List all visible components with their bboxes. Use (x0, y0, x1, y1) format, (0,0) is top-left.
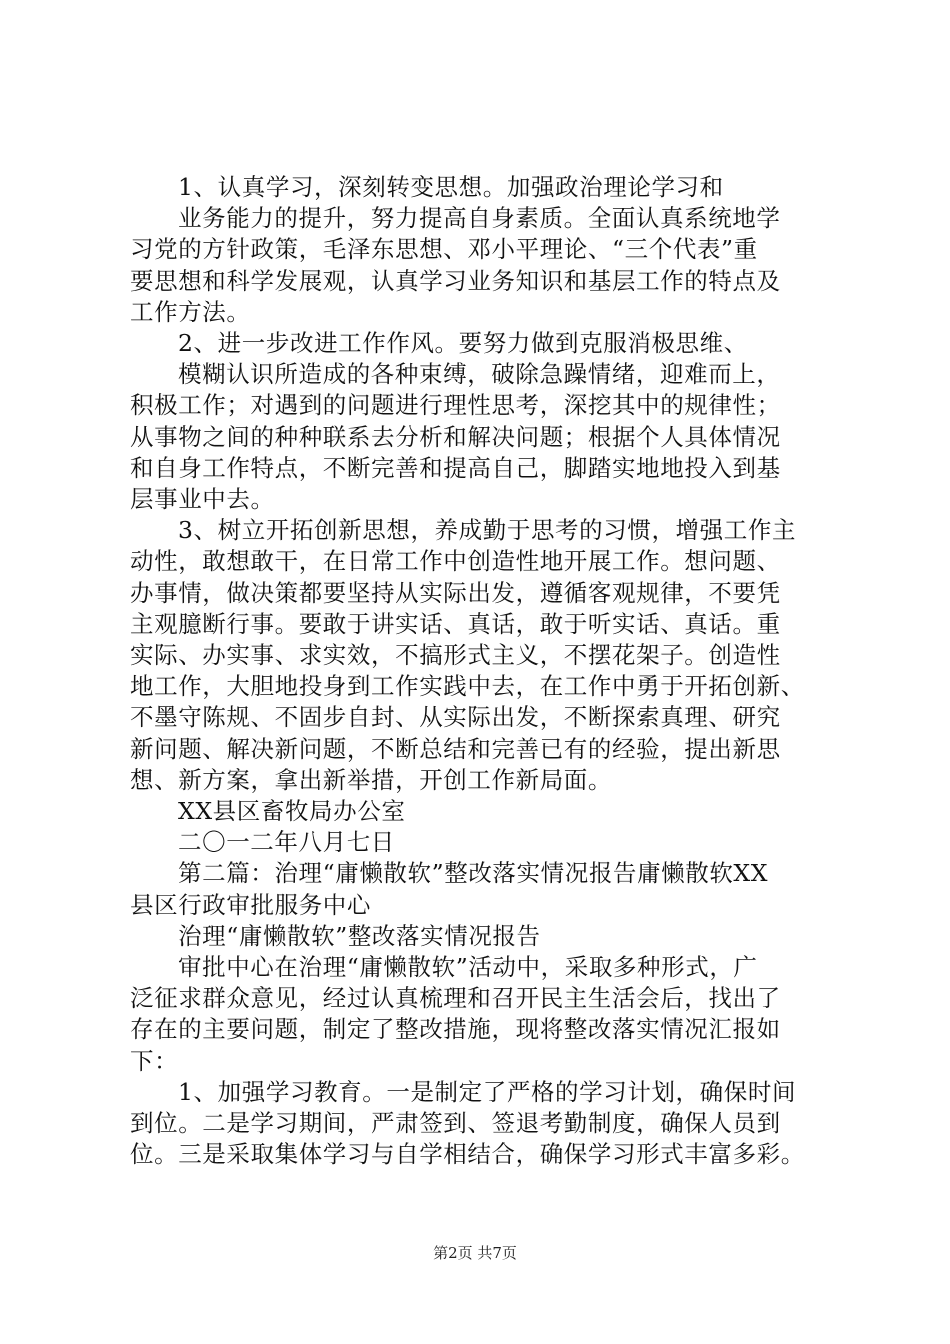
text-line: 3、树立开拓创新思想，养成勤于思考的习惯，增强工作主 (178, 516, 797, 545)
text-line: 不墨守陈规、不固步自封、从实际出发，不断探索真理、研究 (130, 703, 781, 732)
section-heading: 第二篇：治理“庸懒散软”整改落实情况报告庸懒散软XX (178, 859, 769, 888)
signature-date: 二〇一二年八月七日 (178, 828, 395, 857)
text-line: 实际、办实事、求实效，不搞形式主义，不摆花架子。创造性 (130, 641, 781, 669)
text-line: 位。三是采取集体学习与自学相结合，确保学习形式丰富多彩。 (130, 1140, 805, 1169)
text-line: 想、新方案，拿出新举措，开创工作新局面。 (130, 765, 612, 794)
signature-office: XX县区畜牧局办公室 (178, 797, 406, 825)
text-line: 下： (130, 1046, 179, 1075)
text-line: 1、认真学习，深刻转变思想。加强政治理论学习和 (178, 173, 724, 201)
text-line: 习党的方针政策，毛泽东思想、邓小平理论、“三个代表”重 (130, 235, 758, 264)
text-line: 从事物之间的种种联系去分析和解决问题；根据个人具体情况 (130, 422, 781, 451)
section-heading-continued: 县区行政审批服务中心 (130, 890, 371, 919)
text-line: 积极工作；对遇到的问题进行理性思考，深挖其中的规律性； (130, 391, 781, 420)
text-line: 2、进一步改进工作作风。要努力做到克服消极思维、 (178, 329, 748, 357)
text-line: 地工作，大胆地投身到工作实践中去，在工作中勇于开拓创新、 (130, 672, 805, 701)
text-line: 泛征求群众意见，经过认真梳理和召开民主生活会后，找出了 (130, 984, 781, 1013)
text-line: 动性，敢想敢干，在日常工作中创造性地开展工作。想问题、 (130, 547, 781, 576)
page-number-footer: 第2页 共7页 (433, 1244, 517, 1262)
text-line: 要思想和科学发展观，认真学习业务知识和基层工作的特点及 (130, 266, 781, 295)
text-line: 主观臆断行事。要敢于讲实话、真话，敢于听实话、真话。重 (130, 609, 781, 638)
text-line: 新问题、解决新问题，不断总结和完善已有的经验，提出新思 (130, 734, 781, 763)
text-line: 和自身工作特点，不断完善和提高自己，脚踏实地地投入到基 (130, 453, 781, 482)
report-title: 治理“庸懒散软”整改落实情况报告 (178, 921, 541, 950)
text-line: 层事业中去。 (130, 485, 275, 513)
text-line: 办事情，做决策都要坚持从实际出发，遵循客观规律，不要凭 (130, 578, 781, 607)
text-line: 工作方法。 (130, 297, 251, 326)
text-line: 业务能力的提升，努力提高自身素质。全面认真系统地学 (178, 204, 781, 233)
text-line: 到位。二是学习期间，严肃签到、签退考勤制度，确保人员到 (130, 1109, 781, 1137)
text-line: 1、加强学习教育。一是制定了严格的学习计划，确保时间 (178, 1077, 797, 1106)
text-line: 审批中心在治理“庸懒散软”活动中，采取多种形式，广 (178, 953, 758, 981)
text-line: 存在的主要问题，制定了整改措施，现将整改落实情况汇报如 (130, 1015, 781, 1044)
text-line: 模糊认识所造成的各种束缚，破除急躁情绪，迎难而上， (178, 360, 781, 389)
